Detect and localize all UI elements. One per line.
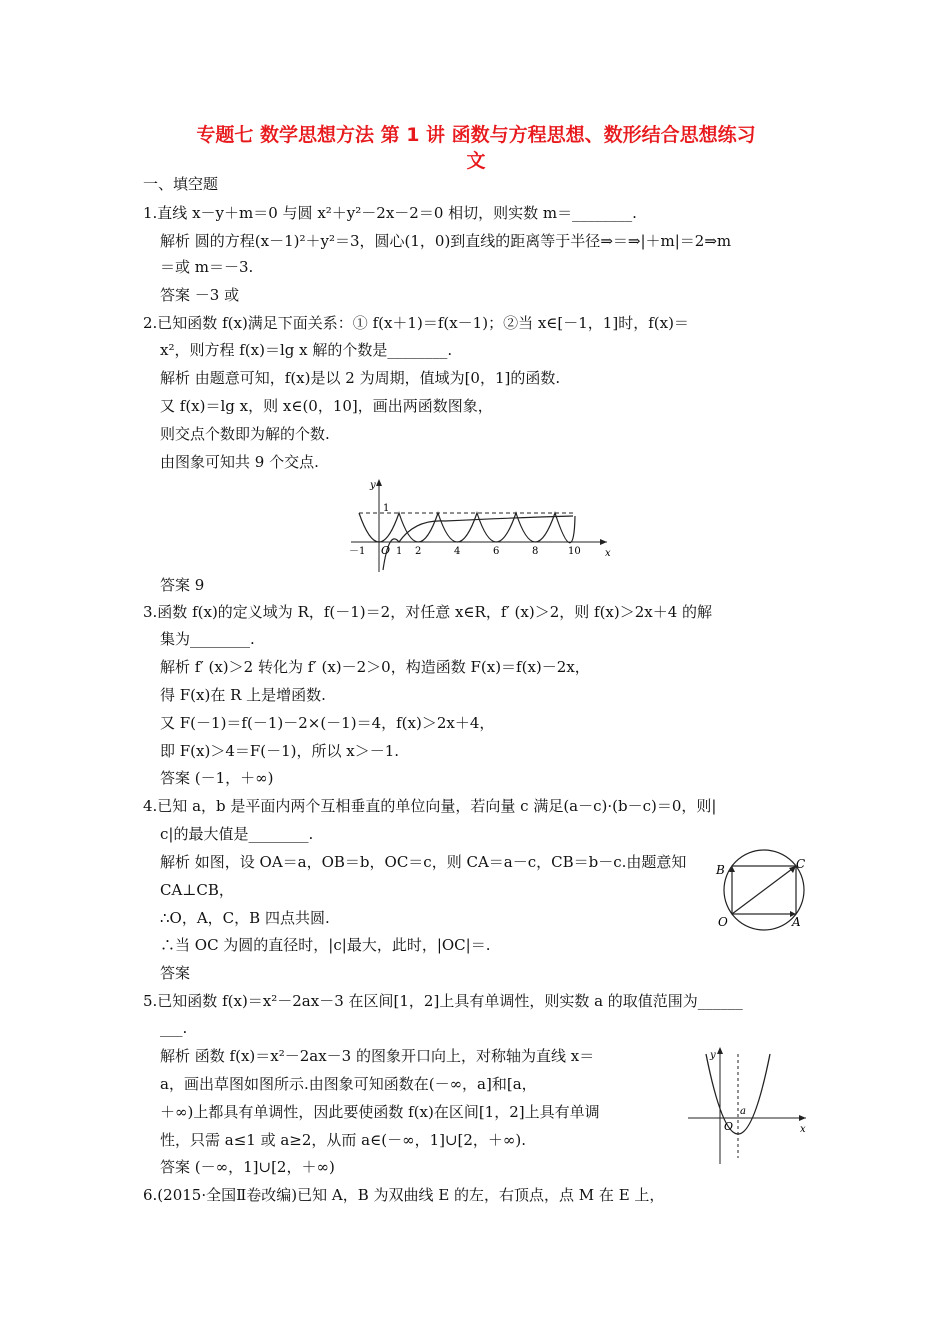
q3-stem-line-1: 3.函数 f(x)的定义域为 R，f(－1)＝2，对任意 x∈R，f′ (x)＞2，则 f(x)＞2x＋4 的解 [143,603,713,621]
q5-fig-a-label: a [740,1106,746,1117]
q4-stem-line-1: 4.已知 a，b 是平面内两个互相垂直的单位向量，若向量 c 满足(a－c)·(b－c)＝0，则| [143,797,717,815]
q2-fig-tick: 8 [532,546,539,557]
q2-fig-tick: －1 [349,546,366,557]
q4-circle-figure [712,848,812,934]
q5-answer: 答案 (－∞，1]∪[2，＋∞) [160,1158,335,1176]
q5-analysis-line-2: a，画出草图如图所示.由图象可知函数在(－∞，a]和[a， [160,1075,537,1093]
title-line-2: 文 [466,150,486,172]
q2-answer: 答案 9 [160,576,205,594]
q5-fig-y-label: y [710,1050,716,1061]
q2-fig-tick: 2 [415,546,422,557]
q2-fig-tick: 10 [568,546,581,557]
q3-analysis-line-2: 得 F(x)在 R 上是增函数. [160,686,326,704]
q5-analysis-line-1: 解析 函数 f(x)＝x²－2ax－3 的图象开口向上，对称轴为直线 x＝ [160,1047,595,1065]
q6-stem: 6.(2015·全国Ⅱ卷改编)已知 A，B 为双曲线 E 的左，右顶点，点 M 在 E 上， [143,1186,665,1204]
q2-analysis-line-1: 解析 由题意可知，f(x)是以 2 为周期，值域为[0，1]的函数. [160,369,561,387]
title-line-1: 专题七 数学思想方法 第 1 讲 函数与方程思想、数形结合思想练习 [196,124,756,146]
q4-analysis-line-1: 解析 如图，设 OA＝a，OB＝b，OC＝c，则 CA＝a－c，CB＝b－c.由题意知 [160,853,687,871]
q3-analysis-line-3: 又 F(－1)＝f(－1)－2×(－1)＝4，f(x)＞2x＋4， [160,714,495,732]
q5-analysis-line-4: 性，只需 a≤1 或 a≥2，从而 a∈(－∞，1]∪[2，＋∞). [160,1131,527,1149]
q3-stem-line-2: 集为________. [160,630,255,648]
q5-stem-line-1: 5.已知函数 f(x)＝x²－2ax－3 在区间[1，2]上具有单调性，则实数 a 的取值范围为______ [143,992,743,1010]
q4-fig-label-a: A [792,915,801,929]
q2-analysis-line-4: 由图象可知共 9 个交点. [160,453,319,471]
q5-fig-x-label: x [800,1124,806,1135]
q1-answer: 答案 －3 或 [160,286,240,304]
q1-analysis-line-2: ＝或 m＝－3. [160,258,254,276]
q2-fig-origin: O [381,544,391,557]
q3-answer: 答案 (－1，＋∞) [160,769,274,787]
q1-stem: 1.直线 x－y＋m＝0 与圆 x²＋y²－2x－2＝0 相切，则实数 m＝________. [143,204,637,222]
q2-stem-line-2: x²，则方程 f(x)＝lg x 解的个数是________. [160,341,453,359]
q4-analysis-line-2: CA⊥CB， [160,881,234,899]
q4-fig-label-b: B [716,863,725,877]
q1-analysis-line-1: 解析 圆的方程(x－1)²＋y²＝3，圆心(1，0)到直线的距离等于半径⇒＝⇒|＋m|＝2⇒m [160,232,732,250]
q4-fig-label-o: O [718,915,728,929]
q3-analysis-line-1: 解析 f′ (x)＞2 转化为 f′ (x)－2＞0，构造函数 F(x)＝f(x)－2x， [160,658,590,676]
q2-fig-tick: 1 [396,546,403,557]
q5-analysis-line-3: ＋∞)上都具有单调性，因此要使函数 f(x)在区间[1，2]上具有单调 [160,1103,600,1121]
q2-fig-tick: 6 [493,546,500,557]
q2-analysis-line-3: 则交点个数即为解的个数. [160,425,330,443]
q4-stem-line-2: c|的最大值是________. [160,825,314,843]
q2-stem-line-1: 2.已知函数 f(x)满足下面关系：① f(x＋1)＝f(x－1)；②当 x∈[－1，1]时，f(x)＝ [143,314,689,332]
q5-parabola-figure [684,1044,810,1168]
q5-fig-origin: O [724,1120,734,1133]
q5-stem-line-2: ___. [160,1019,188,1037]
q4-answer: 答案 [160,964,191,982]
q2-fig-x-label: x [605,548,611,559]
section-heading: 一、填空题 [143,175,219,193]
q3-analysis-line-4: 即 F(x)＞4＝F(－1)，所以 x＞－1. [160,742,400,760]
q2-function-graph [345,474,615,574]
document-title [120,122,832,174]
q2-analysis-line-2: 又 f(x)＝lg x，则 x∈(0，10]，画出两函数图象， [160,397,493,415]
q4-fig-label-c: C [796,857,806,871]
q2-fig-y-label: y [370,480,376,491]
q2-fig-tick: 4 [454,546,461,557]
q4-analysis-line-3: ∴O，A，C，B 四点共圆. [160,909,330,927]
q2-fig-one: 1 [383,503,390,514]
q4-analysis-line-4: ∴当 OC 为圆的直径时，|c|最大，此时，|OC|＝. [160,936,491,954]
